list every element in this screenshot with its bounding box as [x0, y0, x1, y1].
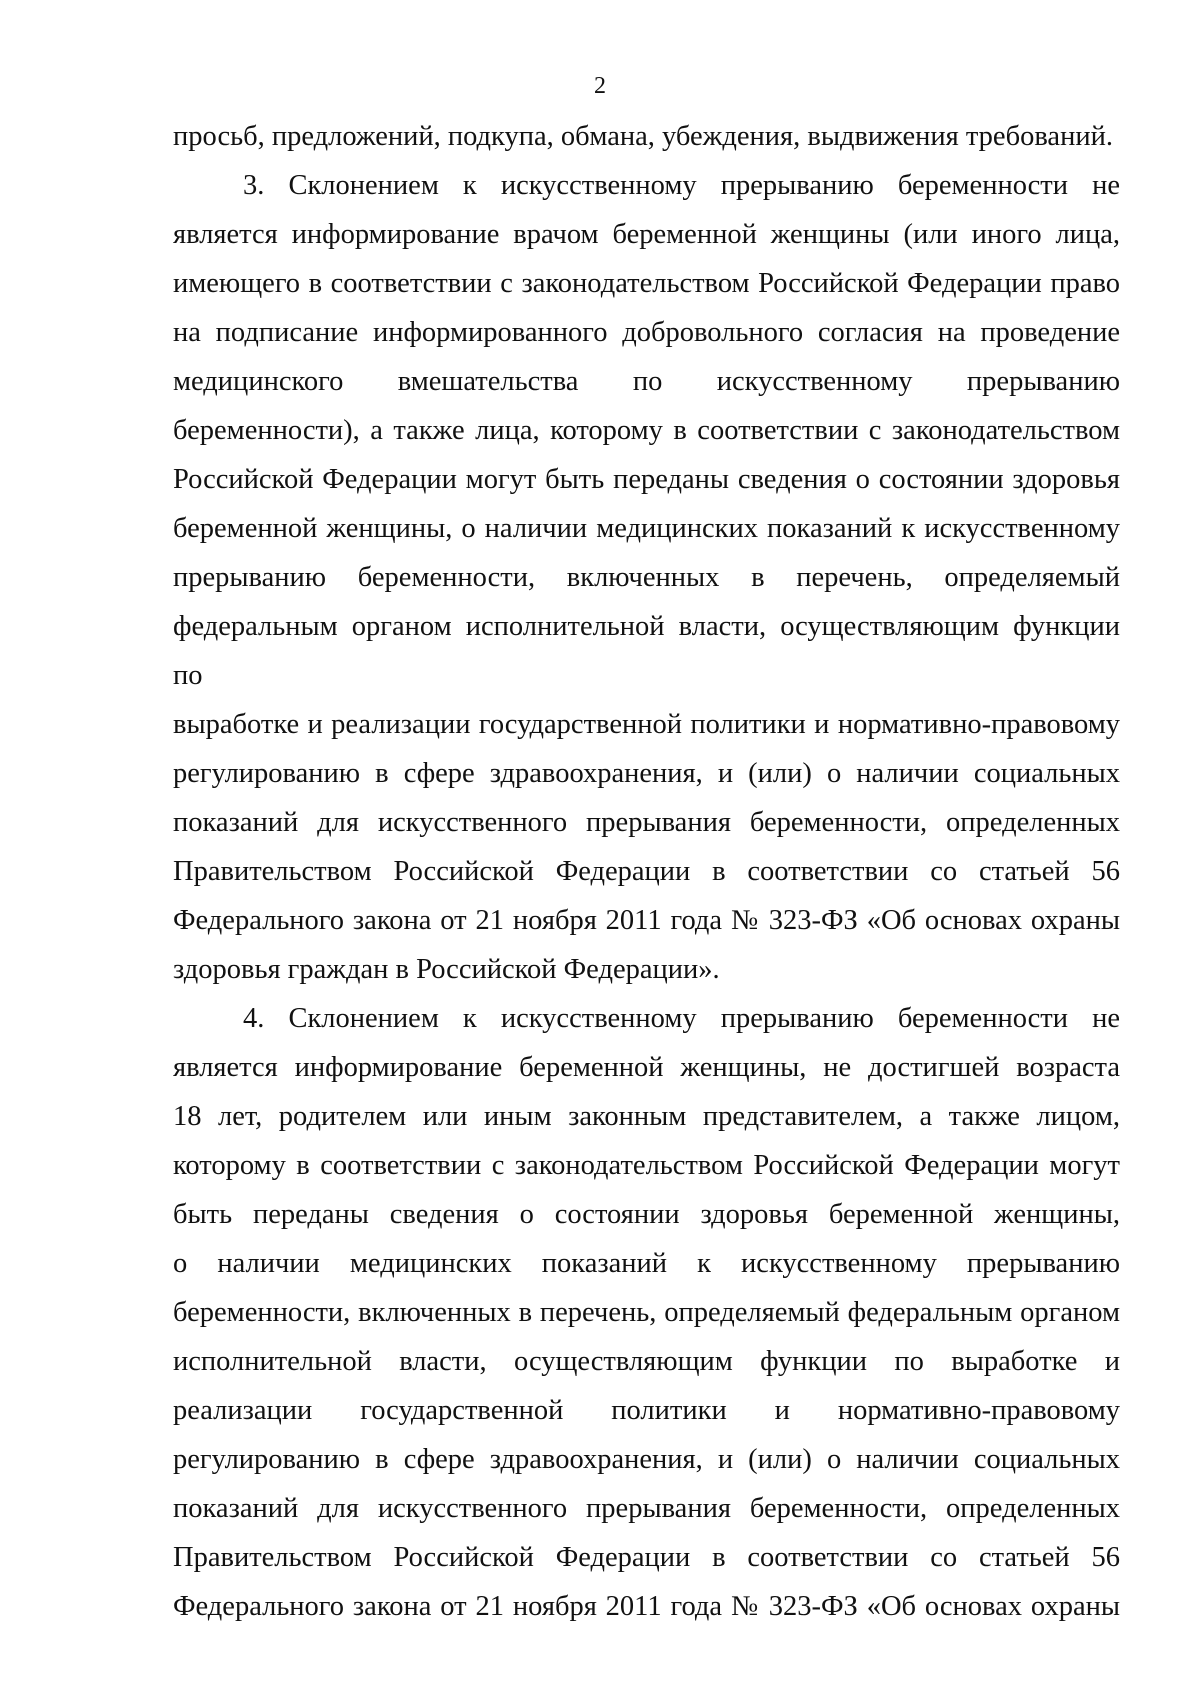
- paragraph-3-line: Правительством Российской Федерации в соответствии со статьей 56: [173, 856, 1120, 887]
- paragraph-4-line: 4. Склонением к искусственному прерыванию беременности не: [243, 1003, 1120, 1034]
- paragraph-3-line: беременной женщины, о наличии медицинских показаний к искусственному: [173, 513, 1120, 544]
- paragraph-4-line: показаний для искусственного прерывания беременности, определенных: [173, 1493, 1120, 1524]
- paragraph-3-line: федеральным органом исполнительной власти, осуществляющим функции по: [173, 611, 1120, 691]
- paragraph-3-line: регулированию в сфере здравоохранения, и (или) о наличии социальных: [173, 758, 1120, 789]
- paragraph-3-line: выработке и реализации государственной политики и нормативно-правовому: [173, 709, 1120, 740]
- text-line: просьб, предложений, подкупа, обмана, убеждения, выдвижения требований.: [173, 121, 1113, 152]
- paragraph-3-line: является информирование врачом беременной женщины (или иного лица,: [173, 219, 1120, 250]
- paragraph-4-line: Правительством Российской Федерации в соответствии со статьей 56: [173, 1542, 1120, 1573]
- paragraph-3-line: медицинского вмешательства по искусственному прерыванию: [173, 366, 1120, 397]
- paragraph-4-line: беременности, включенных в перечень, определяемый федеральным органом: [173, 1297, 1120, 1328]
- paragraph-3-line: беременности), а также лица, которому в соответствии с законодательством: [173, 415, 1120, 446]
- paragraph-4-line: является информирование беременной женщины, не достигшей возраста: [173, 1052, 1120, 1083]
- paragraph-4-line: быть переданы сведения о состоянии здоровья беременной женщины,: [173, 1199, 1120, 1230]
- paragraph-4-line: регулированию в сфере здравоохранения, и (или) о наличии социальных: [173, 1444, 1120, 1475]
- document-body: [173, 112, 1120, 1631]
- paragraph-4-line: исполнительной власти, осуществляющим функции по выработке и: [173, 1346, 1120, 1377]
- paragraph-3-line: имеющего в соответствии с законодательством Российской Федерации право: [173, 268, 1120, 299]
- paragraph-4-line: Федерального закона от 21 ноября 2011 года № 323-ФЗ «Об основах охраны: [173, 1591, 1120, 1622]
- paragraph-3-line: прерыванию беременности, включенных в перечень, определяемый: [173, 562, 1120, 593]
- paragraph-3-line: Российской Федерации могут быть переданы сведения о состоянии здоровья: [173, 464, 1120, 495]
- paragraph-4-line: реализации государственной политики и нормативно-правовому: [173, 1395, 1120, 1426]
- paragraph-4-line: о наличии медицинских показаний к искусственному прерыванию: [173, 1248, 1120, 1279]
- page-number: 2: [594, 73, 606, 99]
- paragraph-3-line: здоровья граждан в Российской Федерации».: [173, 954, 720, 985]
- paragraph-4-line: которому в соответствии с законодательством Российской Федерации могут: [173, 1150, 1120, 1181]
- paragraph-3-line: Федерального закона от 21 ноября 2011 года № 323-ФЗ «Об основах охраны: [173, 905, 1120, 936]
- paragraph-3-line: показаний для искусственного прерывания беременности, определенных: [173, 807, 1120, 838]
- paragraph-3-line: на подписание информированного добровольного согласия на проведение: [173, 317, 1120, 348]
- paragraph-4-line: 18 лет, родителем или иным законным представителем, а также лицом,: [173, 1101, 1120, 1132]
- paragraph-3-line: 3. Склонением к искусственному прерыванию беременности не: [243, 170, 1120, 201]
